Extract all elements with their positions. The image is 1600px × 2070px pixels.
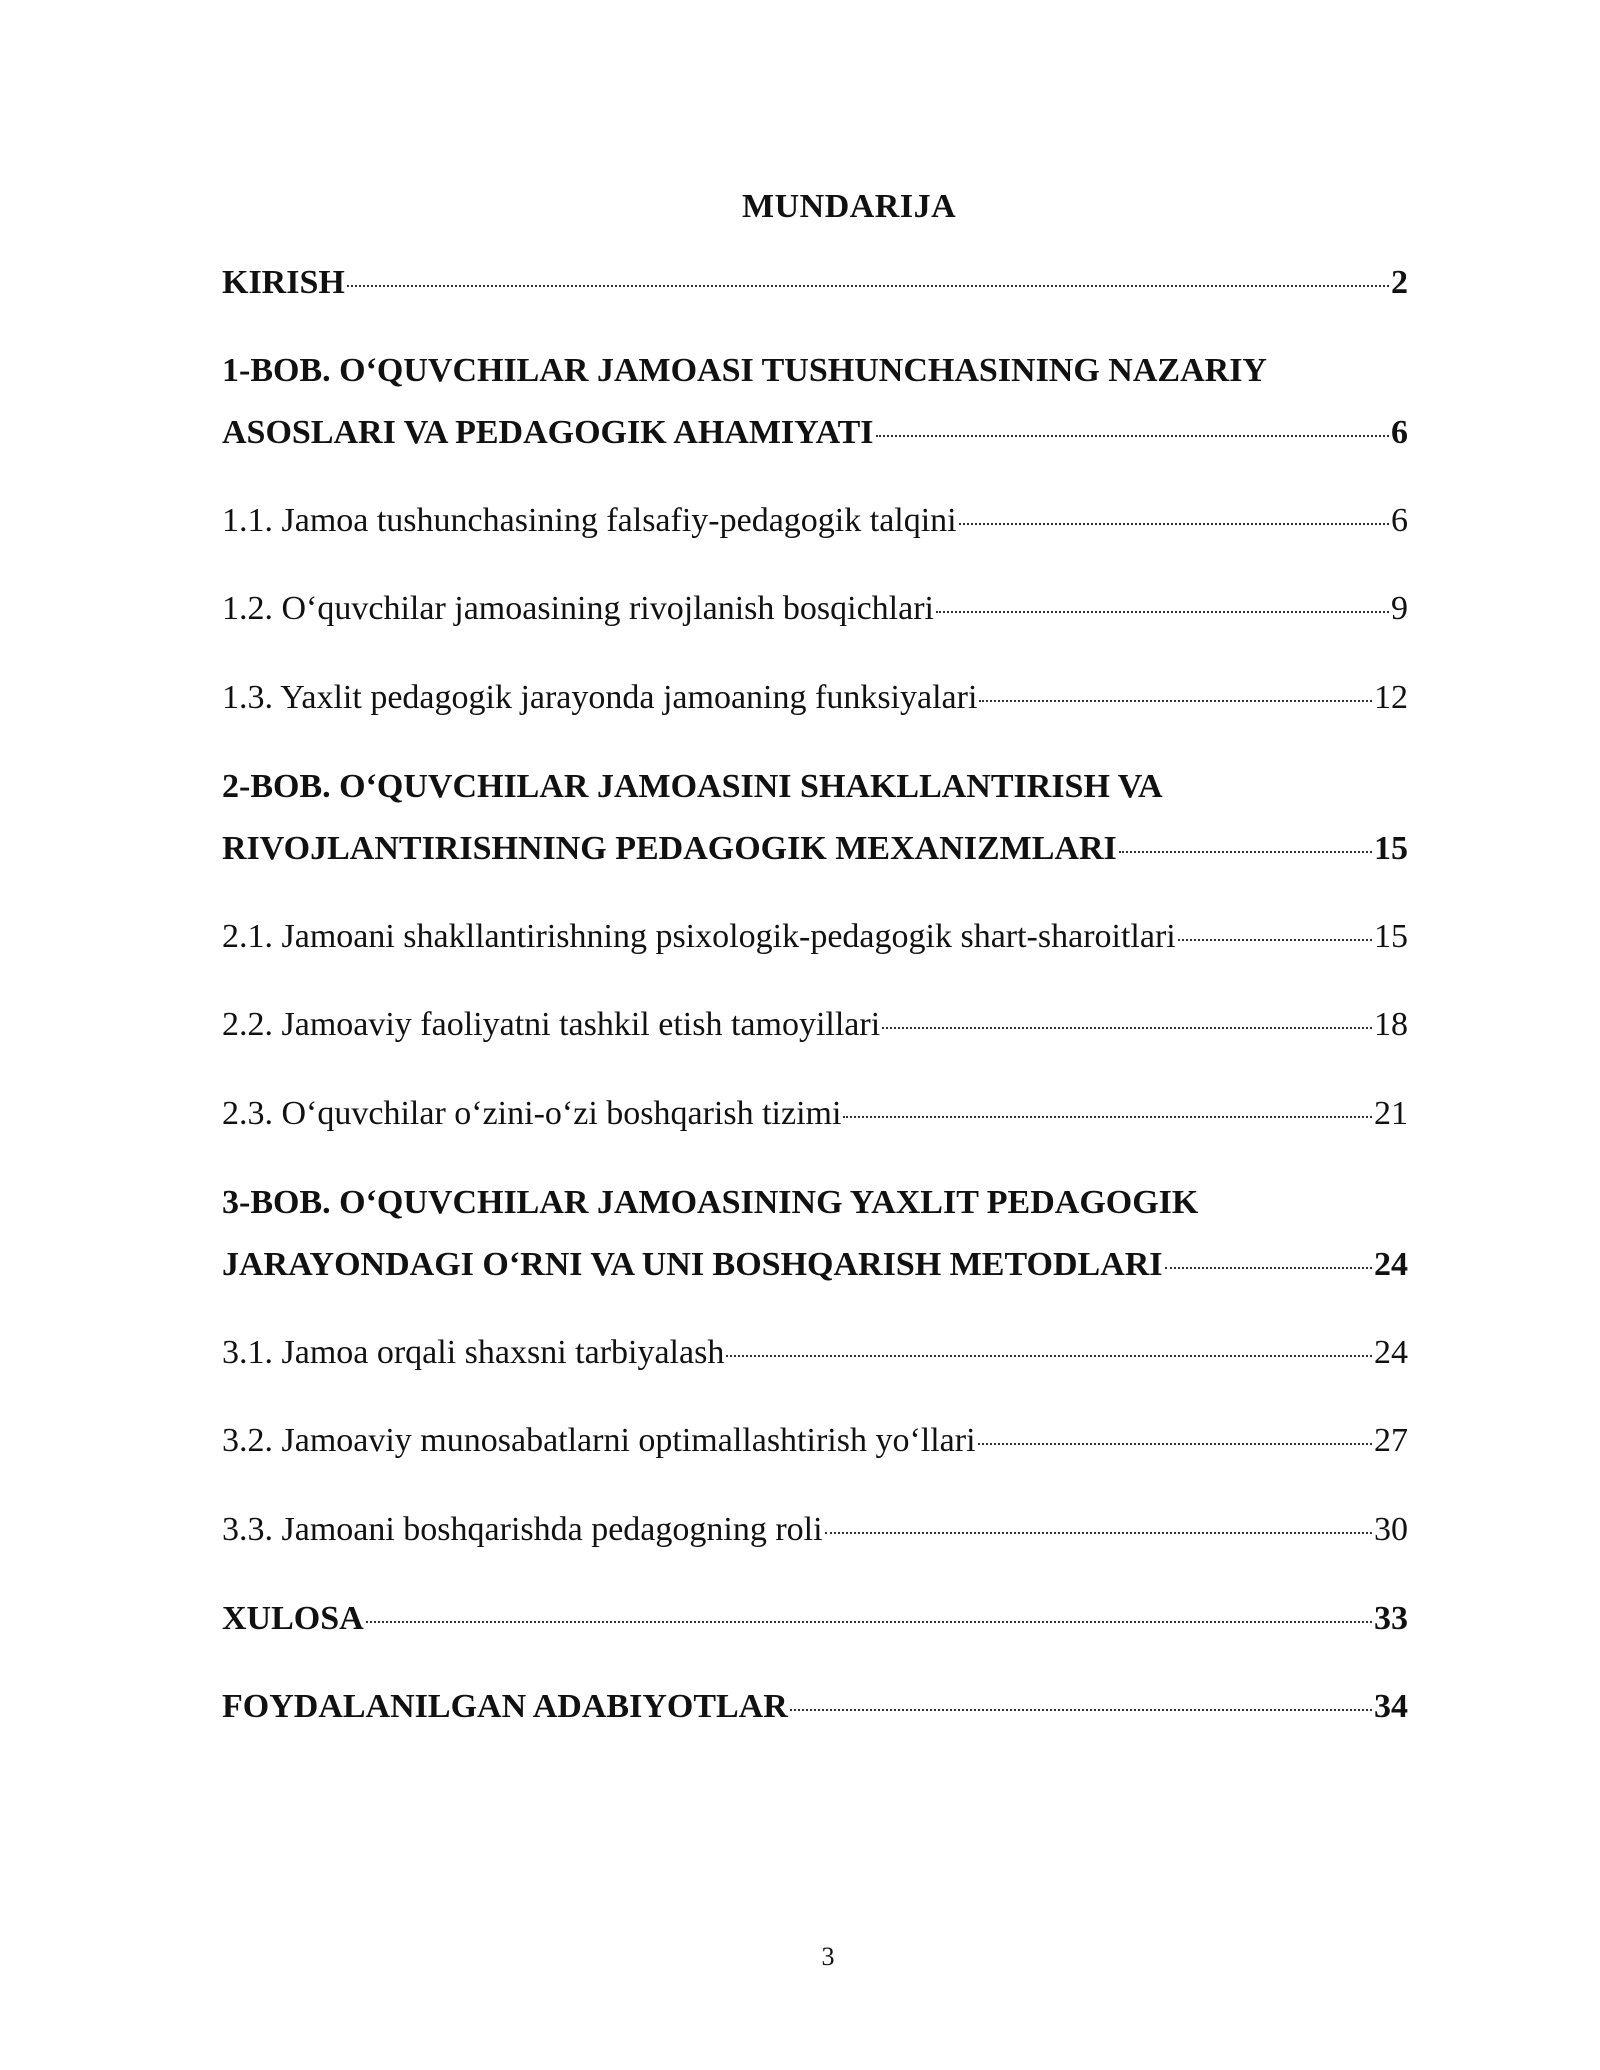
toc-page-number: 24	[1374, 1334, 1408, 1371]
toc-page-number: 27	[1374, 1422, 1408, 1459]
toc-entry-section-3-2[interactable]	[222, 1410, 1408, 1472]
dot-leader	[959, 523, 1389, 525]
toc-page-number: 33	[1374, 1600, 1408, 1637]
toc-entry-title-line-1: 2-BOB. O‘QUVCHILAR JAMOASINI SHAKLLANTIRISH VA	[222, 768, 1163, 805]
toc-page-number: 15	[1374, 918, 1408, 955]
toc-page-number: 6	[1391, 502, 1408, 539]
toc-entry-title-line-1: 3-BOB. O‘QUVCHILAR JAMOASINING YAXLIT PEDAGOGIK	[222, 1184, 1199, 1221]
toc-entry-section-1-1[interactable]	[222, 490, 1408, 552]
toc-entry-chapter-3[interactable]	[222, 1172, 1408, 1296]
toc-page-number: 18	[1374, 1006, 1408, 1043]
toc-entry-title: 3.3. Jamoani boshqarishda pedagogning roli	[222, 1511, 823, 1548]
toc-entry-title: 3.2. Jamoaviy munosabatlarni optimallashtirish yo‘llari	[222, 1422, 976, 1459]
toc-entry-xulosa[interactable]	[222, 1588, 1408, 1650]
toc-page-number: 24	[1374, 1246, 1408, 1283]
dot-leader	[347, 285, 1389, 287]
dot-leader	[882, 1027, 1372, 1029]
dot-leader	[876, 435, 1389, 437]
toc-entry-title-line-1: 1-BOB. O‘QUVCHILAR JAMOASI TUSHUNCHASINING NAZARIY	[222, 352, 1267, 389]
dot-leader	[979, 700, 1372, 702]
toc-entry-title: 2.3. O‘quvchilar o‘zini-o‘zi boshqarish tizimi	[222, 1095, 842, 1132]
dot-leader	[366, 1621, 1372, 1623]
dot-leader	[790, 1709, 1372, 1711]
toc-entry-title: 1.1. Jamoa tushunchasining falsafiy-pedagogik talqini	[222, 502, 957, 539]
dot-leader	[1165, 1267, 1372, 1269]
toc-page-number: 12	[1374, 679, 1408, 716]
page-title: MUNDARIJA	[742, 188, 957, 225]
dot-leader	[1178, 939, 1372, 941]
toc-page-number: 21	[1374, 1095, 1408, 1132]
toc-entry-title: XULOSA	[222, 1600, 364, 1637]
toc-entry-section-2-1[interactable]	[222, 906, 1408, 968]
toc-page-number: 15	[1374, 830, 1408, 867]
toc-entry-chapter-2[interactable]	[222, 756, 1408, 880]
toc-entry-title: JARAYONDAGI O‘RNI VA UNI BOSHQARISH METODLARI	[222, 1246, 1163, 1283]
toc-entry-title: RIVOJLANTIRISHNING PEDAGOGIK MEXANIZMLARI	[222, 830, 1117, 867]
toc-entry-section-3-1[interactable]	[222, 1322, 1408, 1384]
toc-page-number: 30	[1374, 1511, 1408, 1548]
toc-entry-title: 1.2. O‘quvchilar jamoasining rivojlanish bosqichlari	[222, 590, 934, 627]
toc-entry-section-1-3[interactable]	[222, 667, 1408, 729]
dot-leader	[936, 611, 1389, 613]
dot-leader	[843, 1116, 1372, 1118]
toc-page-number: 9	[1391, 590, 1408, 627]
dot-leader	[726, 1355, 1372, 1357]
toc-entry-title: 3.1. Jamoa orqali shaxsni tarbiyalash	[222, 1334, 725, 1371]
toc-entry-section-3-3[interactable]	[222, 1499, 1408, 1561]
toc-page-number: 34	[1374, 1688, 1408, 1725]
toc-entry-title: KIRISH	[222, 264, 345, 301]
dot-leader	[978, 1443, 1372, 1445]
page-number: 3	[821, 1942, 835, 1971]
toc-entry-title: ASOSLARI VA PEDAGOGIK AHAMIYATI	[222, 414, 874, 451]
toc-entry-title: 1.3. Yaxlit pedagogik jarayonda jamoaning funksiyalari	[222, 679, 978, 716]
toc-page-number: 2	[1391, 264, 1408, 301]
toc-entry-kirish[interactable]	[222, 252, 1408, 314]
toc-entry-section-2-3[interactable]	[222, 1083, 1408, 1145]
toc-entry-bibliography[interactable]	[222, 1676, 1408, 1738]
toc-page-number: 6	[1391, 414, 1408, 451]
dot-leader	[825, 1532, 1372, 1534]
toc-entry-title: 2.2. Jamoaviy faoliyatni tashkil etish tamoyillari	[222, 1006, 881, 1043]
toc-entry-title: FOYDALANILGAN ADABIYOTLAR	[222, 1688, 788, 1725]
toc-entry-section-1-2[interactable]	[222, 578, 1408, 640]
toc-entry-title: 2.1. Jamoani shakllantirishning psixologik-pedagogik shart-sharoitlari	[222, 918, 1176, 955]
dot-leader	[1119, 851, 1372, 853]
toc-entry-chapter-1[interactable]	[222, 340, 1408, 464]
toc-entry-section-2-2[interactable]	[222, 994, 1408, 1056]
